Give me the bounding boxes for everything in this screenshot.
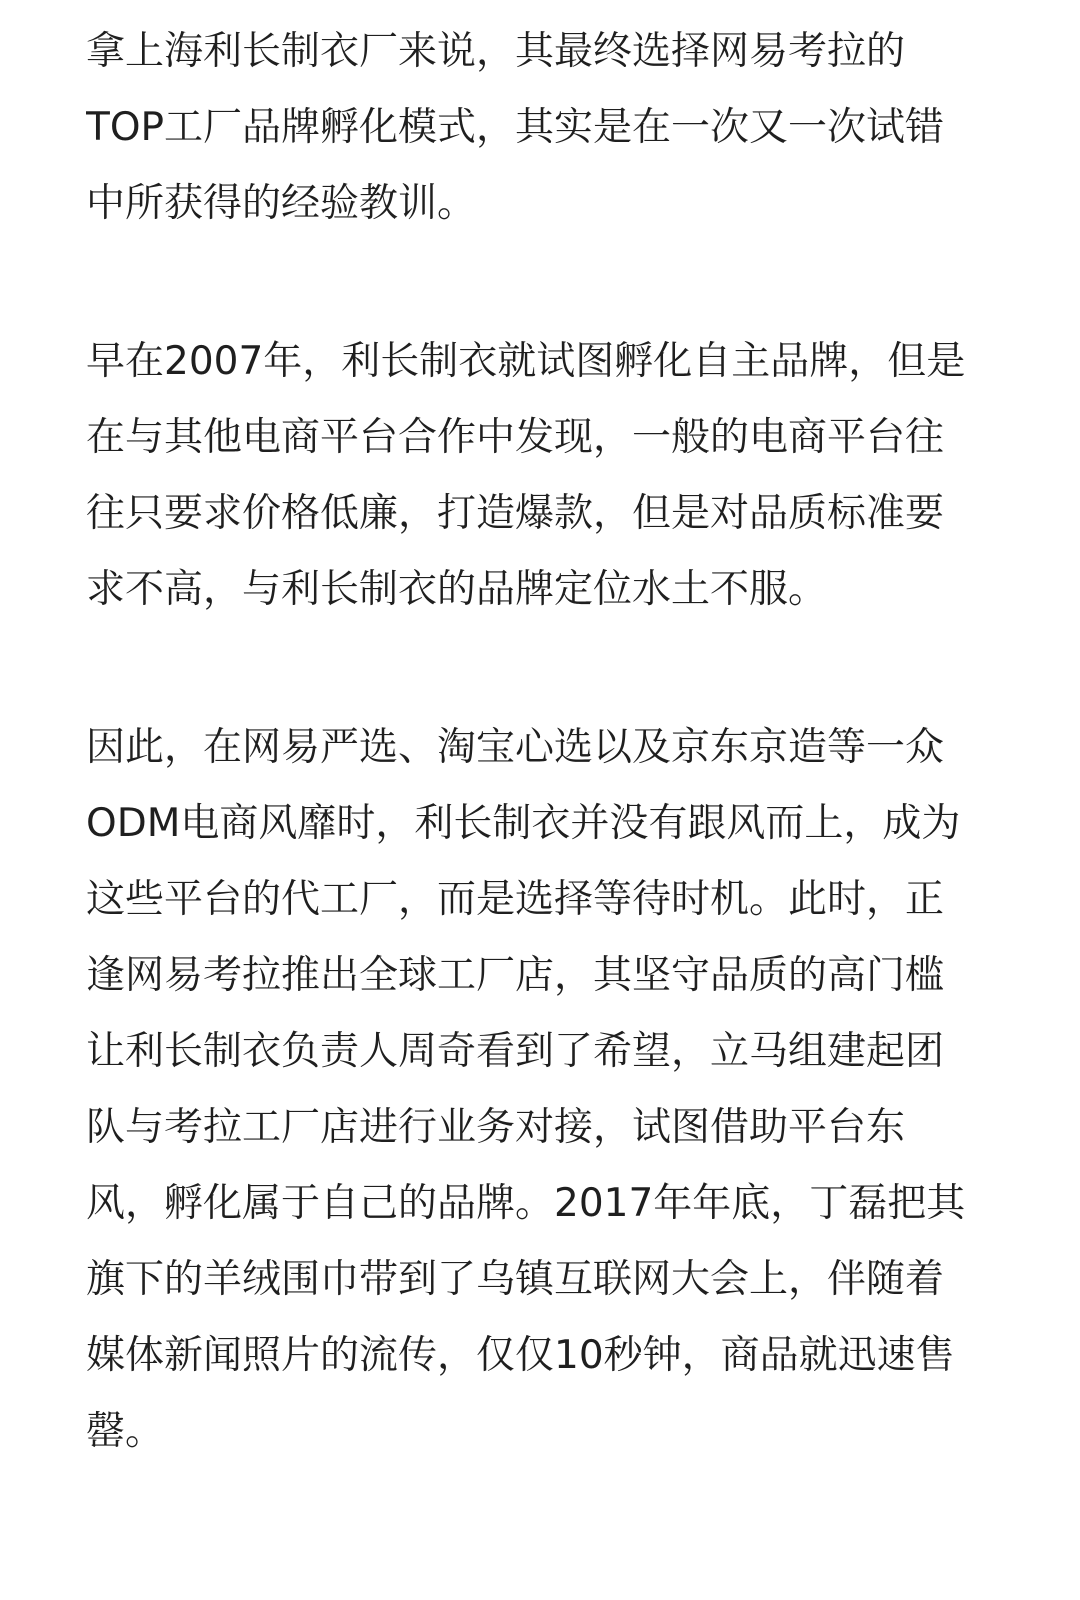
text-line: 罄。 [86,1409,165,1454]
text-line: ODM电商风靡时，利长制衣并没有跟风而上，成为 [86,801,961,846]
text-line: 中所获得的经验教训。 [86,181,477,226]
text-line: 因此，在网易严选、淘宝心选以及京东京造等一众 [86,725,945,770]
text-line: 早在2007年，利长制衣就试图孵化自主品牌，但是 [86,339,966,384]
paragraph-2 [86,324,976,628]
text-line: 媒体新闻照片的流传，仅仅10秒钟，商品就迅速售 [86,1333,955,1378]
text-line: 求不高，与利长制衣的品牌定位水土不服。 [86,567,828,612]
text-line: 让利长制衣负责人周奇看到了希望，立马组建起团 [86,1029,945,1074]
text-line: 逢网易考拉推出全球工厂店，其坚守品质的高门槛 [86,953,945,998]
paragraph-1 [86,14,976,242]
paragraph-3 [86,710,976,1470]
text-line: 队与考拉工厂店进行业务对接，试图借助平台东 [86,1105,906,1150]
article-body [86,14,976,1470]
text-line: 旗下的羊绒围巾带到了乌镇互联网大会上，伴随着 [86,1257,945,1302]
text-line: TOP工厂品牌孵化模式，其实是在一次又一次试错 [86,105,945,150]
text-line: 拿上海利长制衣厂来说，其最终选择网易考拉的 [86,29,906,74]
text-line: 风，孵化属于自己的品牌。2017年年底，丁磊把其 [86,1181,966,1226]
text-line: 这些平台的代工厂，而是选择等待时机。此时，正 [86,877,945,922]
text-line: 在与其他电商平台合作中发现，一般的电商平台往 [86,415,945,460]
text-line: 往只要求价格低廉，打造爆款，但是对品质标准要 [86,491,945,536]
